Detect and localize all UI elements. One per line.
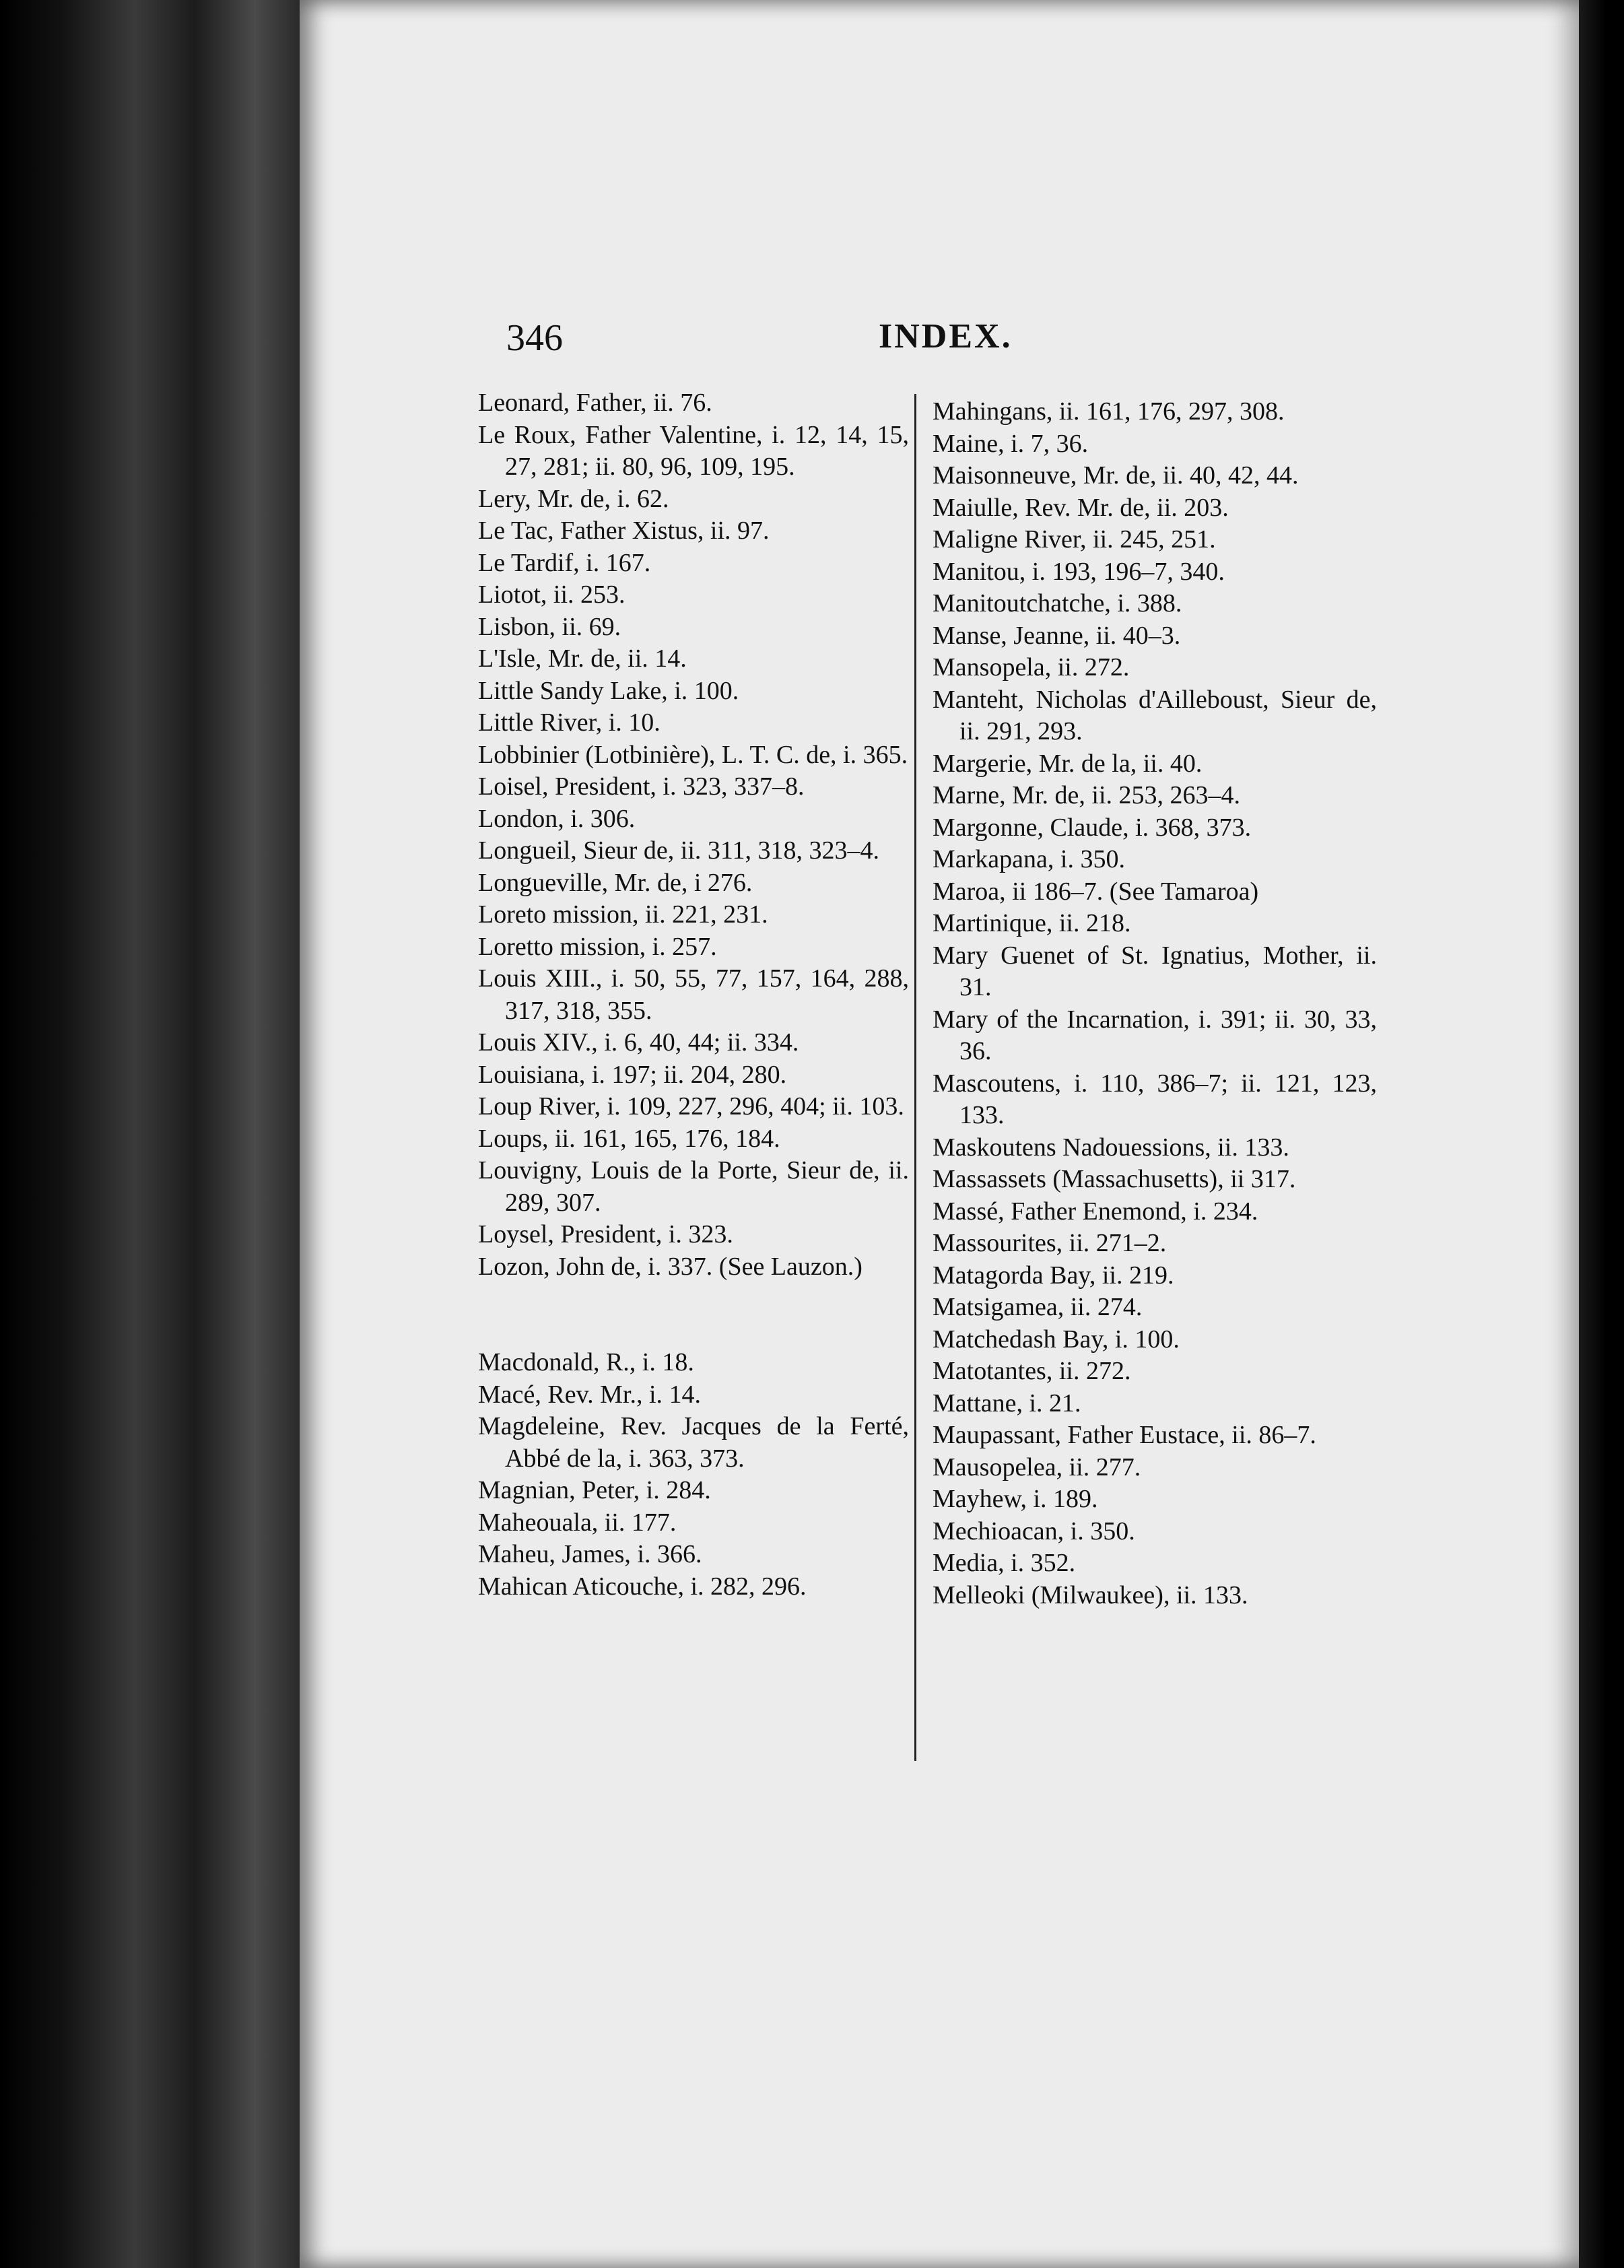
index-entry: Le Tac, Father Xistus, ii. 97. — [478, 516, 770, 545]
index-entry: Mahican Aticouche, i. 282, 296. — [478, 1572, 807, 1601]
index-entry: Mansopela, ii. 272. — [933, 653, 1130, 681]
index-column-right — [933, 396, 1377, 1611]
index-entry: Longueville, Mr. de, i 276. — [478, 868, 753, 897]
index-entry: Maskoutens Nadouessions, ii. 133. — [933, 1133, 1289, 1162]
index-entry: Loup River, i. 109, 227, 296, 404; ii. 103. — [478, 1092, 904, 1121]
index-entry: Markapana, i. 350. — [933, 845, 1125, 873]
index-entry: Maine, i. 7, 36. — [933, 429, 1089, 458]
index-entry: Media, i. 352. — [933, 1549, 1076, 1577]
index-entry: Massassets (Massachusetts), ii 317. — [933, 1165, 1296, 1193]
index-entry: Massourites, ii. 271–2. — [933, 1229, 1167, 1257]
section-gap — [478, 1283, 909, 1347]
index-entry: Mary of the Incarnation, i. 391; ii. 30, 33, 36. — [933, 1005, 1377, 1065]
page-number: 346 — [506, 317, 563, 359]
index-entry: Loisel, President, i. 323, 337–8. — [478, 772, 805, 801]
index-entry: London, i. 306. — [478, 804, 636, 833]
index-entry: Louvigny, Louis de la Porte, Sieur de, ii. 289, 307. — [478, 1156, 909, 1217]
index-entry: L'Isle, Mr. de, ii. 14. — [478, 644, 687, 673]
index-entry: Loreto mission, ii. 221, 231. — [478, 900, 768, 929]
index-entry: Marne, Mr. de, ii. 253, 263–4. — [933, 781, 1241, 809]
index-entry: Maiulle, Rev. Mr. de, ii. 203. — [933, 493, 1229, 522]
index-entry: Little Sandy Lake, i. 100. — [478, 676, 739, 705]
index-entry: Martinique, ii. 218. — [933, 909, 1131, 937]
index-entry: Louis XIII., i. 50, 55, 77, 157, 164, 288, 317, 318, 355. — [478, 964, 909, 1025]
index-entry: Liotot, ii. 253. — [478, 580, 625, 609]
index-entry: Matsigamea, ii. 274. — [933, 1293, 1143, 1321]
index-entry: Matotantes, ii. 272. — [933, 1357, 1131, 1385]
index-entry: Leonard, Father, ii. 76. — [478, 389, 712, 417]
index-entry: Mattane, i. 21. — [933, 1389, 1081, 1418]
index-entry: Lisbon, ii. 69. — [478, 612, 621, 641]
index-entry: Matagorda Bay, ii. 219. — [933, 1261, 1174, 1290]
index-entry: Mary Guenet of St. Ignatius, Mother, ii. 31. — [933, 941, 1377, 1001]
index-entry: Macé, Rev. Mr., i. 14. — [478, 1380, 702, 1409]
index-entry: Maheu, James, i. 366. — [478, 1540, 702, 1568]
column-divider — [914, 394, 916, 1761]
index-entry: Lozon, John de, i. 337. (See Lauzon.) — [478, 1252, 862, 1281]
index-column-left — [478, 387, 909, 1603]
index-entry: Manse, Jeanne, ii. 40–3. — [933, 621, 1181, 650]
index-entry: Loups, ii. 161, 165, 176, 184. — [478, 1124, 780, 1153]
index-entry: Manteht, Nicholas d'Ailleboust, Sieur de, ii. 291, 293. — [933, 685, 1377, 745]
index-entry: Manitou, i. 193, 196–7, 340. — [933, 557, 1225, 586]
index-entry: Lobbinier (Lotbinière), L. T. C. de, i. 365. — [478, 740, 908, 769]
page-header — [0, 316, 1624, 370]
index-entry: Louisiana, i. 197; ii. 204, 280. — [478, 1060, 787, 1089]
index-entry: Maligne River, ii. 245, 251. — [933, 525, 1216, 554]
index-entry: Le Tardif, i. 167. — [478, 548, 651, 577]
index-entry: Maupassant, Father Eustace, ii. 86–7. — [933, 1421, 1316, 1449]
index-entry: Mascoutens, i. 110, 386–7; ii. 121, 123, 133. — [933, 1069, 1377, 1129]
index-entry: Macdonald, R., i. 18. — [478, 1348, 694, 1376]
index-entry: Margonne, Claude, i. 368, 373. — [933, 813, 1252, 842]
index-entry: Manitoutchatche, i. 388. — [933, 589, 1182, 618]
running-head: INDEX. — [879, 317, 1013, 356]
index-entry: Maisonneuve, Mr. de, ii. 40, 42, 44. — [933, 461, 1299, 490]
index-entry: Longueil, Sieur de, ii. 311, 318, 323–4. — [478, 836, 879, 865]
index-entry: Loysel, President, i. 323. — [478, 1220, 733, 1248]
index-entry: Le Roux, Father Valentine, i. 12, 14, 15, 27, 281; ii. 80, 96, 109, 195. — [478, 420, 909, 481]
index-entry: Maroa, ii 186–7. (See Tamaroa) — [933, 877, 1259, 906]
index-entry: Loretto mission, i. 257. — [478, 932, 717, 961]
index-entry: Magdeleine, Rev. Jacques de la Ferté, Abbé de la, i. 363, 373. — [478, 1412, 909, 1473]
index-entry: Matchedash Bay, i. 100. — [933, 1325, 1180, 1354]
index-entry: Massé, Father Enemond, i. 234. — [933, 1197, 1258, 1226]
index-entry: Mahingans, ii. 161, 176, 297, 308. — [933, 397, 1285, 426]
index-entry: Mayhew, i. 189. — [933, 1485, 1098, 1513]
index-entry: Louis XIV., i. 6, 40, 44; ii. 334. — [478, 1028, 799, 1057]
index-entry: Magnian, Peter, i. 284. — [478, 1476, 711, 1504]
index-entry: Maheouala, ii. 177. — [478, 1508, 677, 1537]
index-entry: Mausopelea, ii. 277. — [933, 1453, 1141, 1481]
index-entry: Mechioacan, i. 350. — [933, 1516, 1135, 1545]
index-entry: Margerie, Mr. de la, ii. 40. — [933, 749, 1203, 778]
index-entry: Melleoki (Milwaukee), ii. 133. — [933, 1580, 1248, 1609]
index-entry: Lery, Mr. de, i. 62. — [478, 484, 669, 513]
index-entry: Little River, i. 10. — [478, 708, 661, 737]
